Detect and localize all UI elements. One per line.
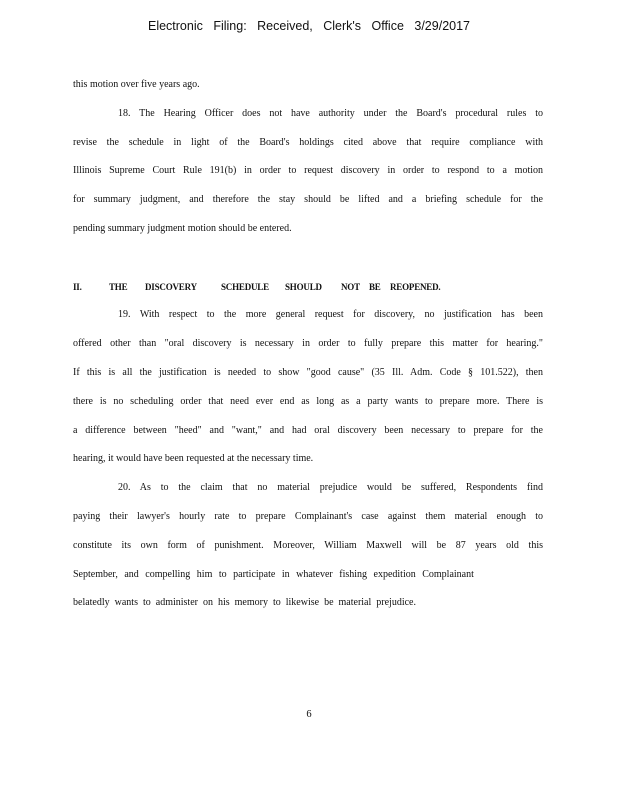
text-line: hearing, it would have been requested at the necessary time. <box>73 453 314 465</box>
paragraph-18-line: 18. The Hearing Officer does not have authority under the Board's procedural rules to <box>118 107 543 119</box>
heading-word: DISCOVERY <box>145 281 197 292</box>
text-line: Illinois Supreme Court Rule 191(b) in order to request discovery in order to respond to a motion <box>73 165 543 177</box>
paragraph-20-line: 20. As to the claim that no material prejudice would be suffered, Respondents find <box>118 482 543 494</box>
document-body <box>73 71 543 618</box>
text-line: If this is all the justification is needed to show "good cause" (35 Ill. Adm. Code § 101.522), then <box>73 366 543 378</box>
text-line: pending summary judgment motion should be entered. <box>73 222 292 234</box>
blank-line <box>73 244 543 273</box>
text-line: offered other than "oral discovery is necessary in order to fully prepare this matter for hearing." <box>73 338 543 350</box>
text-line: September, and compelling him to participate in whatever fishing expedition Complainant <box>73 568 474 580</box>
text-line: revise the schedule in light of the Board's holdings cited above that require compliance with <box>73 136 543 148</box>
heading-word: SHOULD <box>285 281 322 292</box>
heading-word: REOPENED. <box>390 281 441 292</box>
heading-word: BE <box>369 281 381 292</box>
text-line: a difference between "heed" and "want," and had oral discovery been necessary to prepare for the <box>73 424 543 436</box>
text-line: paying their lawyer's hourly rate to prepare Complainant's case against them material enough to <box>73 510 543 522</box>
section-heading <box>73 273 543 302</box>
text-line: for summary judgment, and therefore the stay should be lifted and a briefing schedule for the <box>73 194 543 206</box>
heading-word: THE <box>109 281 128 292</box>
heading-word: NOT <box>341 281 360 292</box>
paragraph-19-line: 19. With respect to the more general request for discovery, no justification has been <box>118 309 543 321</box>
section-number: II. <box>73 281 82 292</box>
heading-word: SCHEDULE <box>221 281 269 292</box>
electronic-filing-header: Electronic Filing: Received, Clerk's Office 3/29/2017 <box>147 19 470 33</box>
text-line: belatedly wants to administer on his memory to likewise be material prejudice. <box>73 597 416 609</box>
page-number: 6 <box>306 709 312 720</box>
text-line: there is no scheduling order that need ever end as long as a party wants to prepare more. There is <box>73 395 543 407</box>
text-line: this motion over five years ago. <box>73 79 200 90</box>
text-line: constitute its own form of punishment. Moreover, William Maxwell will be 87 years old this <box>73 539 543 551</box>
